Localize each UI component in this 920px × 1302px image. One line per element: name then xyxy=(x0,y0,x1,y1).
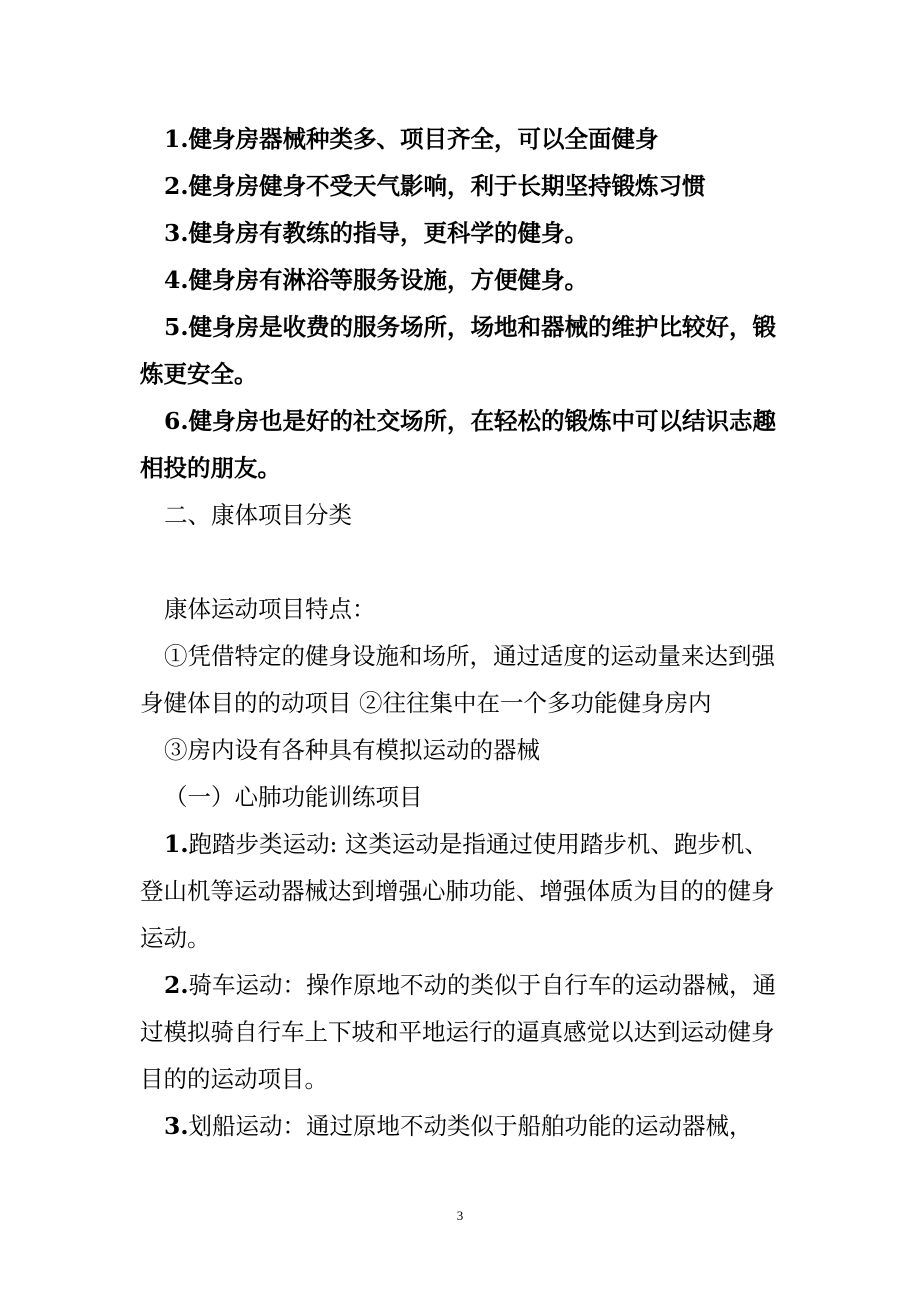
paragraph-6: 6.健身房也是好的社交场所，在轻松的锻炼中可以结识志趣相投的朋友。 xyxy=(140,407,777,482)
item-2 xyxy=(140,962,785,1103)
paragraph-1: 1.健身房器械种类多、项目齐全，可以全面健身 xyxy=(164,125,659,153)
paragraph-2: 2.健身房健身不受天气影响，利于长期坚持锻炼习惯 xyxy=(164,172,706,200)
item-3-number: 3. xyxy=(164,1112,189,1140)
paragraph-3: 3.健身房有教练的指导，更科学的健身。 xyxy=(164,219,589,247)
section-heading: 二、康体项目分类 xyxy=(164,501,352,529)
paragraph-4: 4.健身房有淋浴等服务设施，方便健身。 xyxy=(164,266,589,294)
features-title: 康体运动项目特点： xyxy=(164,595,376,623)
feature-3: ③房内设有各种具有模拟运动的器械 xyxy=(164,736,540,764)
item-1-text: 跑踏步类运动: 这类运动是指通过使用踏步机、跑步机、登山机等运动器械达到增强心肺功能、增强体质为目的的健身运动。 xyxy=(140,830,775,952)
item-3-text: 划船运动：通过原地不动类似于船舶功能的运动器械， xyxy=(188,1112,753,1140)
item-3 xyxy=(140,1103,785,1150)
page-content xyxy=(140,116,785,1150)
blank-line xyxy=(140,539,785,586)
feature-1-2: ①凭借特定的健身设施和场所，通过适度的运动量来达到强身健体目的的动项目 ②往往集中在一个多功能健身房内 xyxy=(140,642,775,717)
page-number: 3 xyxy=(456,1208,464,1223)
item-1 xyxy=(140,821,785,962)
item-2-number: 2. xyxy=(164,971,189,999)
subsection-heading: （一）心肺功能训练项目 xyxy=(164,783,423,811)
item-1-number: 1. xyxy=(164,830,189,858)
paragraph-5: 5.健身房是收费的服务场所，场地和器械的维护比较好，锻炼更安全。 xyxy=(140,313,777,388)
item-2-text: 骑车运动：操作原地不动的类似于自行车的运动器械，通过模拟骑自行车上下坡和平地运行的逼真感觉以达到运动健身目的的运动项目。 xyxy=(140,971,777,1093)
